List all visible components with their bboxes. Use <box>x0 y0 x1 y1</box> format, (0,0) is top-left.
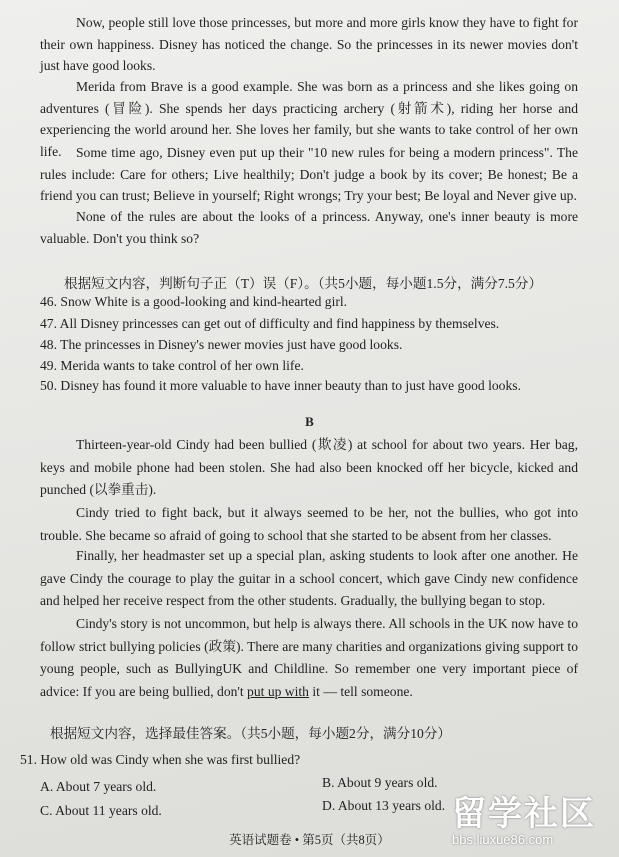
passage-b-paragraph-3: Finally, her headmaster set up a special plan, asking students to look after one another. He gave Cindy the courage to play the guitar in a school concert, which gave Cindy new confidence and helped her receive respect from the other students. Gradually, the bullying began to stop. <box>40 548 578 608</box>
option-a: A. About 7 years old. <box>40 779 157 794</box>
instruction-multiple-choice: 根据短文内容，选择最佳答案。（共5小题，每小题2分，满分10分） <box>50 726 452 741</box>
option-b: B. About 9 years old. <box>322 775 438 790</box>
passage-a-paragraph-3: Some time ago, Disney even put up their "10 new rules for being a modern princess". The rules include: Care for others; Live healthily; Don't judge a book by its cover; Be honest; Be a friend you can trust; Believe in yourself; Right wrongs; Try your best; Be loyal and Never give up. <box>40 145 578 204</box>
option-d: D. About 13 years old. <box>322 798 446 813</box>
question-51: 51. How old was Cindy when she was first bullied? <box>20 752 301 767</box>
passage-a-paragraph-2: Merida from Brave is a good example. She was born as a princess and she likes going on adventures (冒险). She spends her days practicing archery (射箭术), riding her horse and experiencing the world around her. She loves her family, but she wants to take control of her own life. <box>40 79 578 159</box>
passage-b-paragraph-2: Cindy tried to fight back, but it always seemed to be her, not the bullies, who got into trouble. She became so afraid of going to school that she started to be absent from her classes. <box>40 505 578 543</box>
passage-a-paragraph-1: Now, people still love those princesses, but more and more girls know they have to fight for their own happiness. Disney has noticed the change. So the princesses in its newer movies don't just have good looks. <box>40 15 578 74</box>
question-48: 48. The princesses in Disney's newer movies just have good looks. <box>40 337 403 352</box>
page-footer: 英语试题卷 • 第5页（共8页） <box>229 833 390 847</box>
passage-b-paragraph-4 <box>40 613 578 703</box>
option-c: C. About 11 years old. <box>40 803 162 818</box>
passage-a-paragraph-4: None of the rules are about the looks of a princess. Anyway, one's inner beauty is more valuable. Don't you think so? <box>40 209 578 246</box>
paragraph-text: Cindy's story is not uncommon, but help is always there. All schools in the UK now have to follow strict bullying policies (政策). There are many charities and organizations giving support to young people, such as BullyingUK and Childline. So remember one very important piece of advice: If you are being bullied, don't <box>40 616 578 699</box>
watermark-url: bbs.liuxue86.com <box>452 832 554 847</box>
paragraph-text-end: it — tell someone. <box>308 683 413 699</box>
section-b-heading: B <box>305 414 314 429</box>
passage-b-paragraph-1: Thirteen-year-old Cindy had been bullied (欺凌) at school for about two years. Her bag, keys and mobile phone had been stolen. She had also been knocked off her bicycle, kicked and punched (以拳重击). <box>40 437 578 497</box>
question-49: 49. Merida wants to take control of her own life. <box>40 358 304 373</box>
watermark-logo <box>452 796 596 847</box>
watermark-title: 留学社区 <box>452 794 596 834</box>
question-50: 50. Disney has found it more valuable to have inner beauty than to just have good looks. <box>40 378 521 393</box>
question-46: 46. Snow White is a good-looking and kind-hearted girl. <box>40 294 348 309</box>
underlined-phrase: put up with <box>247 683 309 699</box>
instruction-true-false: 根据短文内容，判断句子正（T）误（F）。（共5小题，每小题1.5分，满分7.5分） <box>64 276 543 291</box>
question-47: 47. All Disney princesses can get out of difficulty and find happiness by themselves. <box>40 316 500 331</box>
